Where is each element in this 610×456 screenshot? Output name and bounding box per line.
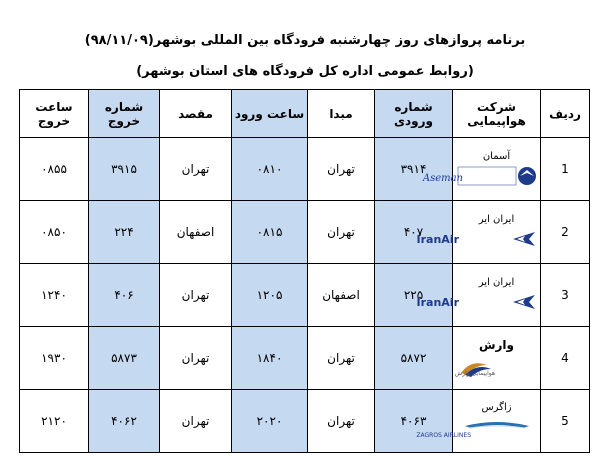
destination: تهران bbox=[160, 327, 232, 390]
header-inbound-number: شماره ورودی bbox=[375, 90, 453, 138]
outbound-number: ۳۹۱۵ bbox=[89, 138, 160, 201]
svg-text:IranAir: IranAir bbox=[416, 296, 459, 309]
header-destination: مقصد bbox=[160, 90, 232, 138]
svg-text:ZAGROS AIRLINES: ZAGROS AIRLINES bbox=[415, 432, 471, 439]
airline-cell bbox=[422, 138, 541, 201]
svg-text:هواپیمایی وارش: هواپیمایی وارش bbox=[454, 369, 495, 377]
header-row-number: ردیف bbox=[541, 90, 590, 138]
origin: تهران bbox=[308, 201, 375, 264]
arrival-time: ۱۲۰۵ bbox=[232, 264, 308, 327]
inbound-number: ۴۰۶۳ bbox=[375, 390, 453, 453]
outbound-number: ۴۰۶ bbox=[89, 264, 160, 327]
row-number: 5 bbox=[541, 390, 590, 453]
inbound-number: ۵۸۷۲ bbox=[375, 327, 453, 390]
table-row bbox=[20, 264, 590, 327]
airline-name: آسمان bbox=[482, 151, 511, 162]
outbound-number: ۴۰۶۲ bbox=[89, 390, 160, 453]
origin: اصفهان bbox=[308, 264, 375, 327]
arrival-time: ۱۸۴۰ bbox=[232, 327, 308, 390]
outbound-number: ۵۸۷۳ bbox=[89, 327, 160, 390]
airline-cell bbox=[416, 201, 541, 264]
origin: تهران bbox=[308, 390, 375, 453]
outbound-number: ۲۲۴ bbox=[89, 201, 160, 264]
row-number: 2 bbox=[541, 201, 590, 264]
zagros-logo-icon bbox=[415, 416, 537, 440]
arrival-time: ۰۸۱۵ bbox=[232, 201, 308, 264]
airline-name: ایران ایر bbox=[478, 214, 515, 225]
inbound-number: ۴۰۷ bbox=[375, 201, 453, 264]
airline-cell bbox=[453, 327, 541, 390]
departure-time: ۱۲۴۰ bbox=[20, 264, 89, 327]
arrival-time: ۰۸۱۰ bbox=[232, 138, 308, 201]
page-subtitle: (روابط عمومی اداره کل فرودگاه های استان بوشهر) bbox=[136, 64, 474, 79]
header-outbound-number: شماره خروج bbox=[89, 90, 160, 138]
departure-time: ۰۸۵۰ bbox=[20, 201, 89, 264]
destination: اصفهان bbox=[160, 201, 232, 264]
inbound-number: ۲۲۵ bbox=[375, 264, 453, 327]
row-number: 4 bbox=[541, 327, 590, 390]
header-airline: شرکت هواپیمایی bbox=[453, 90, 541, 138]
origin: تهران bbox=[308, 327, 375, 390]
table-header-row bbox=[20, 90, 590, 138]
airline-cell bbox=[416, 264, 541, 327]
destination: تهران bbox=[160, 138, 232, 201]
origin: تهران bbox=[308, 138, 375, 201]
table-row bbox=[20, 138, 590, 201]
inbound-number: ۳۹۱۴ bbox=[375, 138, 453, 201]
row-number: 1 bbox=[541, 138, 590, 201]
airline-cell bbox=[415, 390, 541, 453]
page-title: برنامه پروازهای روز چهارشنبه فرودگاه بین المللی بوشهر(۹۸/۱۱/۰۹) bbox=[84, 33, 526, 48]
airline-name: ایران ایر bbox=[478, 277, 515, 288]
airline-name: وارش bbox=[478, 337, 515, 352]
destination: تهران bbox=[160, 264, 232, 327]
svg-text:IranAir: IranAir bbox=[416, 233, 459, 246]
table-row bbox=[20, 327, 590, 390]
row-number: 3 bbox=[541, 264, 590, 327]
airline-name: زاگرس bbox=[481, 402, 512, 413]
aseman-logo-icon bbox=[422, 165, 537, 187]
departure-time: ۲۱۲۰ bbox=[20, 390, 89, 453]
destination: تهران bbox=[160, 390, 232, 453]
varesh-logo-icon bbox=[454, 355, 537, 379]
flight-schedule-table bbox=[19, 89, 590, 453]
header-arrival-time: ساعت ورود bbox=[232, 90, 308, 138]
svg-text:Aseman: Aseman bbox=[422, 173, 463, 184]
table-row bbox=[20, 201, 590, 264]
header-origin: مبدا bbox=[308, 90, 375, 138]
iranair-logo-icon bbox=[416, 228, 537, 250]
header-departure-time: ساعت خروج bbox=[20, 90, 89, 138]
table-row bbox=[20, 390, 590, 453]
iranair-logo-icon bbox=[416, 291, 537, 313]
departure-time: ۱۹۳۰ bbox=[20, 327, 89, 390]
departure-time: ۰۸۵۵ bbox=[20, 138, 89, 201]
arrival-time: ۲۰۲۰ bbox=[232, 390, 308, 453]
